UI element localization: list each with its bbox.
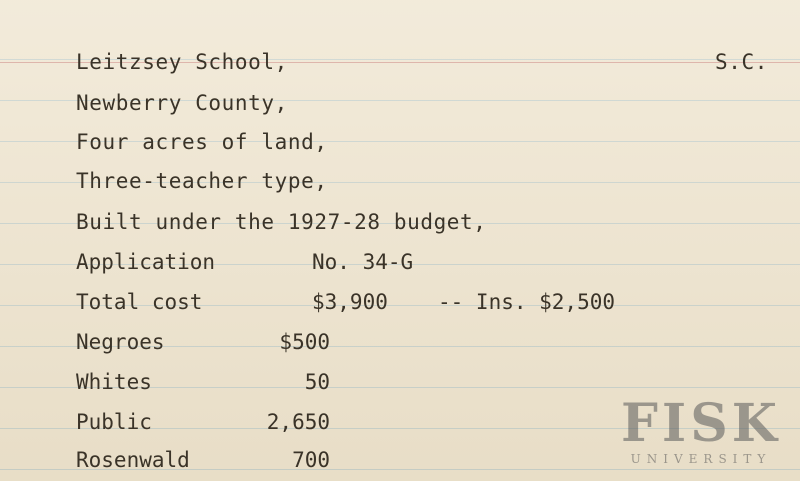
total-cost-value: $3,900 <box>312 290 388 314</box>
watermark-main: FISK <box>621 393 781 454</box>
school-name: Leitzsey School, <box>76 50 288 74</box>
contribution-amount: $500 <box>279 330 330 354</box>
contribution-label: Negroes <box>76 330 165 354</box>
contribution-amount: 50 <box>304 370 330 394</box>
application-label: Application <box>76 250 216 274</box>
building-type: Three-teacher type, <box>76 169 328 193</box>
contribution-label: Rosenwald <box>76 448 190 472</box>
contribution-amount: 2,650 <box>266 410 330 434</box>
total-cost-label: Total cost <box>76 290 203 314</box>
watermark-sub: UNIVERSITY <box>630 452 772 466</box>
land: Four acres of land, <box>76 130 328 154</box>
application-value: No. 34-G <box>312 250 414 274</box>
state-code: S.C. <box>715 50 768 74</box>
insurance-value: -- Ins. $2,500 <box>438 290 616 314</box>
contribution-amount: 700 <box>292 448 330 472</box>
budget: Built under the 1927-28 budget, <box>76 210 487 234</box>
county: Newberry County, <box>76 91 288 115</box>
contribution-label: Whites <box>76 370 152 394</box>
fisk-university-watermark <box>616 393 786 466</box>
contribution-label: Public <box>76 410 152 434</box>
